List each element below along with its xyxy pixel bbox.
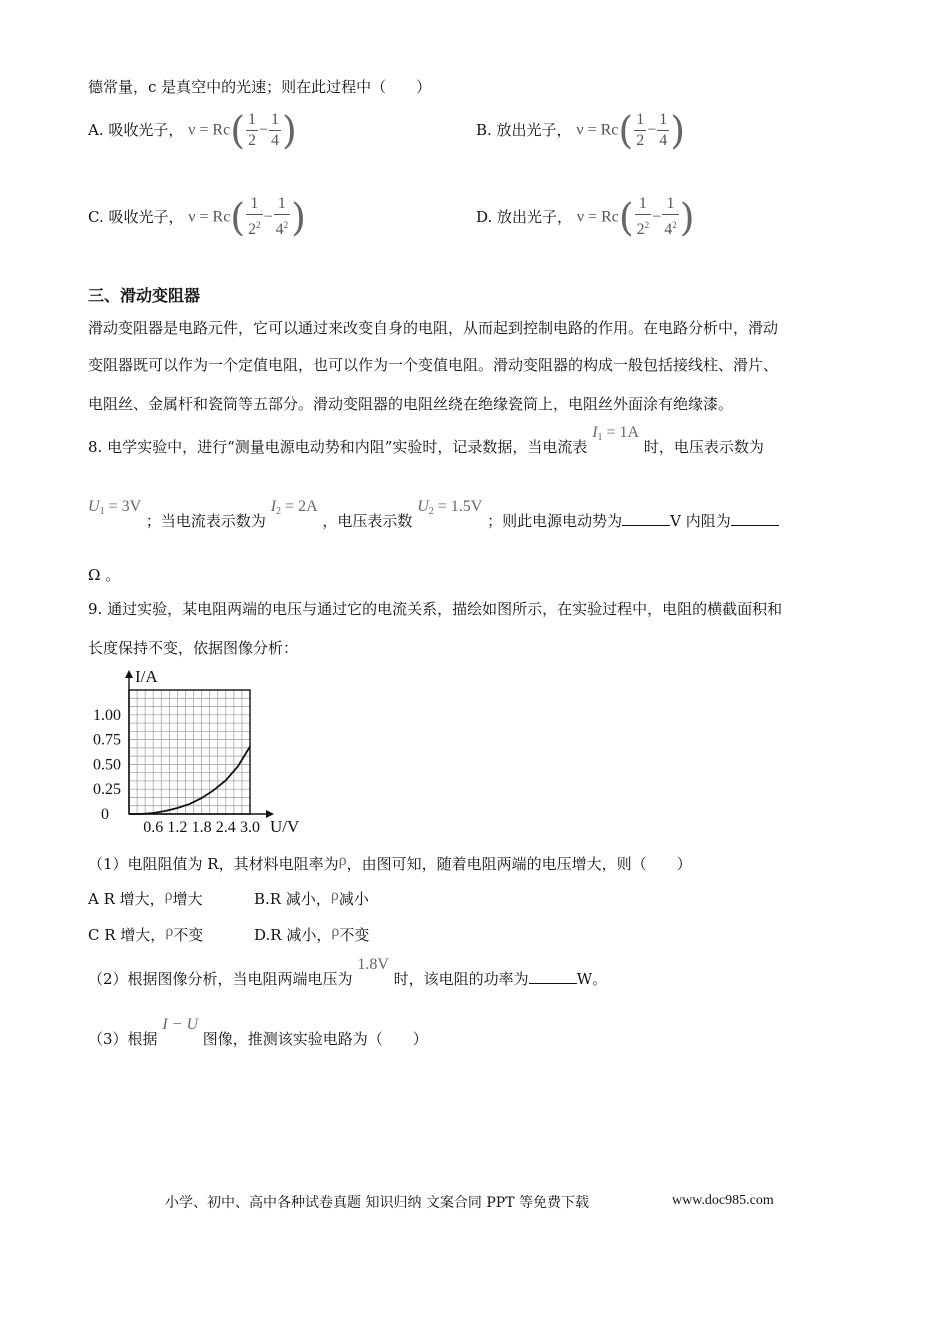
option-d[interactable] xyxy=(476,194,695,246)
q8-i2 xyxy=(271,498,318,515)
sub2-text: W。 xyxy=(576,970,608,988)
sub1-option-c[interactable] xyxy=(88,923,203,945)
base: 4 xyxy=(275,221,284,238)
rho-symbol: ρ xyxy=(330,887,339,904)
x-tick-label: 3.0 xyxy=(240,819,260,836)
iu-text: I − U xyxy=(162,1016,199,1033)
frac-den xyxy=(635,215,652,240)
val: = 1.5V xyxy=(437,498,483,515)
sub1-text: ，由图可知，随着电阻两端的电压增大，则（ ） xyxy=(346,855,692,873)
section-title: 三、滑动变阻器 xyxy=(88,286,201,305)
rho-symbol: ρ xyxy=(164,887,173,904)
q8-text: 8. 电学实验中，进行“测量电源电动势和内阻”实验时，记录数据，当电流表 xyxy=(88,438,588,456)
option-prefix: D.R 减小， xyxy=(254,926,332,944)
option-suffix: 不变 xyxy=(173,926,204,944)
exponent: 2 xyxy=(283,220,289,230)
val: = 3V xyxy=(108,498,142,515)
formula: ν = Rc( $\frac{1}{2}$ − $\frac{1}{4}$ ) xyxy=(576,108,686,152)
formula: ν = Rc( $\frac{1}{2^2}$ − $\frac{1}{4^2}$ ) xyxy=(576,195,695,239)
formula: ν = Rc( $\frac{1}{2^2}$ − $\frac{1}{4^2}$ ) xyxy=(188,195,306,239)
sub2-text: 时，该电阻的功率为 xyxy=(393,970,529,988)
sub1-option-b[interactable] xyxy=(254,887,369,909)
sub1-text: （1）电阻阻值为 R，其材料电阻率为 xyxy=(88,855,339,873)
section-para-line: 滑动变阻器是电路元件，它可以通过来改变自身的电阻，从而起到控制电路的作用。在电路分析中，滑动 xyxy=(88,319,779,337)
minus: − xyxy=(259,121,269,138)
frac-den: 4 xyxy=(271,131,280,149)
minus: − xyxy=(263,208,273,225)
q8-line-2 xyxy=(88,498,779,542)
exponent: 2 xyxy=(256,220,261,230)
q9-line: 9. 通过实验，某电阻两端的电压与通过它的电流关系，描绘如图所示，在实验过程中，电阻的横截面积和 xyxy=(88,600,783,618)
frac-num: 1 xyxy=(269,110,281,131)
iu-label xyxy=(162,1016,198,1033)
sub2-text: （2）根据图像分析，当电阻两端电压为 xyxy=(88,970,353,988)
sub: 1 xyxy=(597,432,603,443)
chart-grid xyxy=(129,690,250,814)
y-tick-label: 0.25 xyxy=(93,781,121,799)
rho-symbol: ρ xyxy=(338,852,347,869)
voltage-value: 1.8V xyxy=(357,956,389,973)
exponent: 2 xyxy=(644,220,650,230)
section-para-line: 电阻丝、金属杆和瓷筒等五部分。滑动变阻器的电阻丝绕在绝缘瓷筒上，电阻丝外面涂有绝缘漆。 xyxy=(88,395,734,413)
exponent: 2 xyxy=(672,220,677,230)
frac-num: 1 xyxy=(662,194,679,215)
x-tick-label: 2.4 xyxy=(215,819,236,836)
section-para-line: 变阻器既可以作为一个定值电阻，也可以作为一个变值电阻。滑动变阻器的构成一般包括接线柱、滑片、 xyxy=(88,356,779,374)
x-axis-label: U/V xyxy=(270,817,300,836)
q8-text: ；则此电源电动势为 xyxy=(487,512,623,530)
option-prefix: B.R 减小， xyxy=(254,890,331,908)
answer-blank[interactable] xyxy=(731,511,779,526)
rho-symbol: ρ xyxy=(331,923,340,940)
y-axis-label: I/A xyxy=(135,667,158,686)
frac-den xyxy=(246,215,263,240)
q8-i1 xyxy=(592,424,639,441)
frac-den: 4 xyxy=(659,131,668,149)
frac-num: 1 xyxy=(274,194,291,215)
base: 4 xyxy=(664,221,673,238)
sub3-text: （3）根据 xyxy=(88,1030,158,1048)
option-label: D. 放出光子， xyxy=(476,208,573,227)
option-b[interactable] xyxy=(476,108,685,160)
x-tick-label: 1.2 xyxy=(167,819,188,836)
iu-curve xyxy=(129,747,250,815)
y-tick-label: 0.50 xyxy=(93,756,121,774)
sub1-line xyxy=(88,852,692,874)
sub3-text: 图像，推测该实验电路为（ ） xyxy=(202,1030,428,1048)
option-a[interactable] xyxy=(88,108,297,160)
q8-u2 xyxy=(417,498,482,515)
formula-lhs: ν = Rc xyxy=(576,121,619,138)
sym: U xyxy=(88,498,100,515)
sub2-line xyxy=(88,956,607,996)
sub1-option-d[interactable] xyxy=(254,923,369,945)
formula-lhs: ν = Rc xyxy=(576,208,619,225)
q8-text: 时，电压表示数为 xyxy=(643,438,764,456)
option-prefix: A R 增大， xyxy=(88,890,165,908)
option-suffix: 增大 xyxy=(172,890,203,908)
formula-lhs: ν = Rc xyxy=(188,121,231,138)
answer-blank[interactable] xyxy=(529,969,577,984)
rho-symbol: ρ xyxy=(165,923,174,940)
y-tick-label: 1.00 xyxy=(93,706,121,724)
frac-den: 2 xyxy=(636,131,645,149)
val: = 1A xyxy=(606,424,640,441)
y-axis-arrow xyxy=(125,670,133,678)
frac-num: 1 xyxy=(657,110,669,131)
minus: − xyxy=(647,121,657,138)
origin-label: 0 xyxy=(101,806,109,823)
frac-den xyxy=(662,215,679,240)
frac-num: 1 xyxy=(634,110,646,131)
q8-text: V 内阻为 xyxy=(670,512,731,530)
chart-labels xyxy=(93,667,300,836)
y-tick-label: 0.75 xyxy=(93,731,121,749)
sub: 2 xyxy=(276,506,282,517)
base: 2 xyxy=(636,221,645,238)
val: = 2A xyxy=(285,498,318,515)
sym: I xyxy=(592,424,598,441)
option-label: A. 吸收光子， xyxy=(88,121,184,140)
plot-border xyxy=(129,690,250,814)
q8-text: ；当电流表示数为 xyxy=(145,512,266,530)
q8-line-3: Ω 。 xyxy=(88,566,121,584)
frac-num: 1 xyxy=(246,110,258,131)
sub: 1 xyxy=(99,506,105,517)
sub1-option-a[interactable] xyxy=(88,887,203,909)
frac-num: 1 xyxy=(246,194,263,215)
option-prefix: C R 增大， xyxy=(88,926,166,944)
q8-line-1 xyxy=(88,424,764,468)
option-c[interactable] xyxy=(88,194,306,246)
x-tick-label: 1.8 xyxy=(191,819,212,836)
minus: − xyxy=(652,208,662,225)
answer-blank[interactable] xyxy=(622,511,670,526)
formula-lhs: ν = Rc xyxy=(188,208,231,225)
sub: 2 xyxy=(428,506,434,517)
sym: I xyxy=(270,498,277,515)
footer-left: 小学、初中、高中各种试卷真题 知识归纳 文案合同 PPT 等免费下载 xyxy=(165,1195,589,1211)
footer-url[interactable]: www.doc985.com xyxy=(672,1193,774,1208)
q9-line: 长度保持不变，依据图像分析： xyxy=(88,639,299,657)
iu-chart xyxy=(80,662,310,838)
chart-axes xyxy=(125,670,274,818)
frac-den xyxy=(274,215,291,240)
sym: U xyxy=(417,498,429,515)
q8-u1 xyxy=(88,498,141,515)
option-suffix: 不变 xyxy=(339,926,370,944)
frac-num: 1 xyxy=(635,194,652,215)
option-suffix: 减小 xyxy=(338,890,369,908)
intro-line: 德常量，c 是真空中的光速；则在此过程中（ ） xyxy=(88,78,432,96)
option-label: C. 吸收光子， xyxy=(88,208,184,227)
x-tick-label: 0.6 xyxy=(143,819,164,836)
sub3-line xyxy=(88,1016,428,1056)
frac-den: 2 xyxy=(248,131,257,149)
formula: ν = Rc( $\frac{1}{2}$ − $\frac{1}{4}$ ) xyxy=(188,108,297,152)
q8-text: ，电压表示数 xyxy=(322,512,413,530)
base: 2 xyxy=(248,221,257,238)
option-label: B. 放出光子， xyxy=(476,121,572,140)
